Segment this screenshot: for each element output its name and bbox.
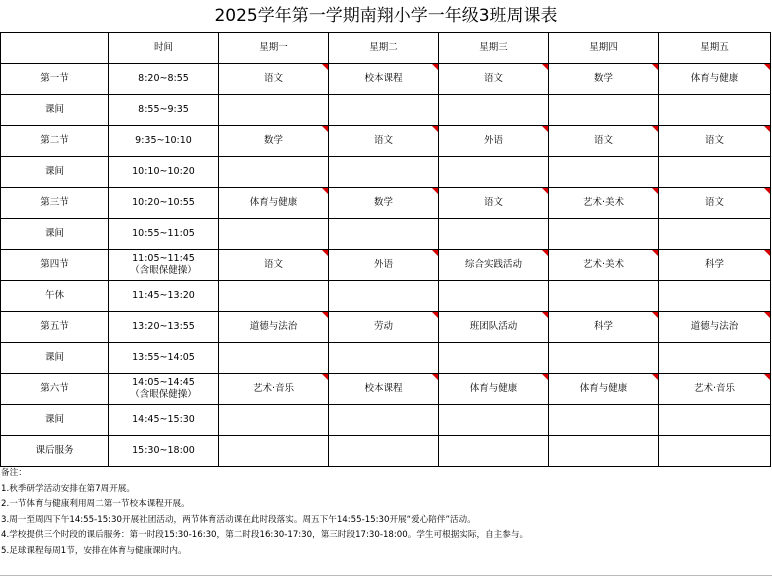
course-cell[interactable] [439,157,549,188]
course-cell[interactable] [329,95,439,126]
course-cell[interactable] [439,188,549,219]
course-cell[interactable] [549,374,659,405]
comment-flag-icon[interactable] [542,126,548,132]
note-line: 3.周一至周四下午14:55-15:30开展社团活动，两节体育活动课在此时段落实。周五下午14:55-15:30开展“爱心陪伴”活动。 [1,514,476,525]
course-name: 校本课程 [364,73,403,84]
table-row [1,157,771,188]
course-name: 外语 [373,259,393,270]
period-label-cell: 第六节 [1,374,109,405]
course-cell[interactable] [329,436,439,467]
period-label-cell: 第五节 [1,312,109,343]
course-cell[interactable] [549,126,659,157]
course-cell[interactable] [329,312,439,343]
course-cell[interactable] [439,343,549,374]
course-cell[interactable] [439,95,549,126]
comment-flag-icon[interactable] [432,188,438,194]
period-time-cell [109,219,219,250]
course-cell[interactable] [659,250,771,281]
period-label-cell: 第四节 [1,250,109,281]
course-cell[interactable] [219,343,329,374]
comment-flag-icon[interactable] [432,64,438,70]
course-cell[interactable] [439,312,549,343]
course-name: 道德与法治 [249,321,298,332]
course-name: 语文 [373,135,393,146]
period-time-cell [109,405,219,436]
period-label-cell: 课间 [1,219,109,250]
course-cell[interactable] [329,64,439,95]
course-cell[interactable] [659,157,771,188]
course-cell[interactable] [549,281,659,312]
course-cell[interactable] [549,436,659,467]
table-row [1,95,771,126]
comment-flag-icon[interactable] [652,64,658,70]
comment-flag-icon[interactable] [322,312,328,318]
course-cell[interactable] [219,281,329,312]
comment-flag-icon[interactable] [432,126,438,132]
table-row [1,219,771,250]
course-name: 艺术·音乐 [252,383,295,394]
course-cell[interactable] [659,188,771,219]
note-line: 2.一节体育与健康利用周二第一节校本课程开展。 [1,499,190,510]
header-time-cell: 时间 [109,33,219,64]
comment-flag-icon[interactable] [764,188,770,194]
course-cell[interactable] [219,374,329,405]
course-name: 体育与健康 [249,197,298,208]
course-name: 数学 [373,197,393,208]
course-cell[interactable] [549,95,659,126]
course-name: 语文 [263,73,283,84]
period-time-range: 11:45~13:20 [132,290,195,301]
period-time-cell [109,281,219,312]
course-cell[interactable] [659,64,771,95]
period-time-cell [109,374,219,405]
timetable [0,32,771,467]
course-name: 道德与法治 [690,321,739,332]
course-cell[interactable] [439,436,549,467]
course-cell[interactable] [549,188,659,219]
course-cell[interactable] [549,64,659,95]
comment-flag-icon[interactable] [652,312,658,318]
course-name: 体育与健康 [579,383,628,394]
table-row [1,281,771,312]
course-cell[interactable] [659,281,771,312]
period-time-range: 14:05~14:45 [132,377,195,388]
period-time-range: 11:05~11:45 [132,253,195,264]
course-name: 体育与健康 [469,383,518,394]
course-cell[interactable] [219,405,329,436]
note-line: 5.足球课程每周1节，安排在体育与健康课时内。 [1,545,187,556]
course-name: 综合实践活动 [464,259,522,270]
table-row [1,374,771,405]
comment-flag-icon[interactable] [322,126,328,132]
course-cell[interactable] [219,312,329,343]
course-cell[interactable] [219,188,329,219]
course-cell[interactable] [219,95,329,126]
bottom-divider [0,575,772,576]
period-time-range: 10:20~10:55 [132,197,195,208]
notes-section [0,466,772,560]
period-time-range: 15:30~18:00 [132,445,195,456]
table-row [1,126,771,157]
period-time-cell [109,126,219,157]
period-label-cell: 课间 [1,405,109,436]
header-row [1,33,771,64]
course-cell[interactable] [329,219,439,250]
course-cell[interactable] [329,188,439,219]
period-label-cell: 课间 [1,95,109,126]
course-cell[interactable] [329,281,439,312]
period-label-cell: 课间 [1,157,109,188]
table-row [1,343,771,374]
table-row [1,64,771,95]
course-cell[interactable] [439,250,549,281]
course-name: 数学 [593,73,613,84]
notes-heading: 备注： [1,468,27,478]
course-name: 艺术·美术 [582,259,625,270]
course-name: 语文 [593,135,613,146]
course-name: 班团队活动 [469,321,518,332]
course-name: 语文 [483,73,503,84]
period-time-range: 8:55~9:35 [138,104,189,115]
course-cell[interactable] [439,374,549,405]
course-cell[interactable] [219,436,329,467]
course-cell[interactable] [439,219,549,250]
course-cell[interactable] [439,405,549,436]
comment-flag-icon[interactable] [764,64,770,70]
comment-flag-icon[interactable] [542,64,548,70]
period-time-range: 14:45~15:30 [132,414,195,425]
comment-flag-icon[interactable] [652,126,658,132]
course-cell[interactable] [219,126,329,157]
course-name: 艺术·音乐 [693,383,736,394]
course-cell[interactable] [219,219,329,250]
table-row [1,250,771,281]
period-time-cell [109,188,219,219]
course-cell[interactable] [329,250,439,281]
header-day-tuesday: 星期二 [329,33,439,64]
comment-flag-icon[interactable] [652,374,658,380]
course-cell[interactable] [659,312,771,343]
period-time-cell [109,312,219,343]
period-time-note: （含眼保健操） [130,389,197,400]
course-cell[interactable] [329,157,439,188]
comment-flag-icon[interactable] [764,312,770,318]
period-time-range: 8:20~8:55 [138,73,189,84]
course-name: 科学 [704,259,724,270]
course-name: 语文 [704,197,724,208]
period-time-cell [109,95,219,126]
header-day-thursday: 星期四 [549,33,659,64]
table-row [1,436,771,467]
course-cell[interactable] [219,64,329,95]
course-cell[interactable] [659,219,771,250]
comment-flag-icon[interactable] [542,312,548,318]
period-label-cell: 第二节 [1,126,109,157]
course-cell[interactable] [549,219,659,250]
note-line: 4.学校提供三个时段的课后服务：第一时段15:30-16:30，第二时段16:30-17:30，第三时段17:30-18:00。学生可根据实际，自主参与。 [1,530,529,541]
period-time-cell [109,436,219,467]
course-cell[interactable] [439,126,549,157]
period-time-cell [109,64,219,95]
note-line: 1.秋季研学活动安排在第7周开展。 [1,483,135,494]
table-row [1,188,771,219]
period-label-cell: 课后服务 [1,436,109,467]
comment-flag-icon[interactable] [432,312,438,318]
course-name: 科学 [593,321,613,332]
course-cell[interactable] [659,374,771,405]
course-cell[interactable] [549,157,659,188]
period-label-cell: 第一节 [1,64,109,95]
comment-flag-icon[interactable] [542,250,548,256]
comment-flag-icon[interactable] [432,250,438,256]
course-cell[interactable] [439,64,549,95]
period-time-cell [109,343,219,374]
period-time-range: 13:20~13:55 [132,321,195,332]
period-time-cell [109,157,219,188]
comment-flag-icon[interactable] [764,126,770,132]
course-name: 体育与健康 [690,73,739,84]
course-name: 数学 [263,135,283,146]
course-cell[interactable] [659,343,771,374]
comment-flag-icon[interactable] [542,374,548,380]
course-cell[interactable] [549,405,659,436]
comment-flag-icon[interactable] [542,188,548,194]
course-cell[interactable] [439,281,549,312]
course-name: 校本课程 [364,383,403,394]
comment-flag-icon[interactable] [322,250,328,256]
comment-flag-icon[interactable] [652,250,658,256]
period-time-range: 10:10~10:20 [132,166,195,177]
header-blank-cell [1,33,109,64]
course-cell[interactable] [219,157,329,188]
course-name: 语文 [704,135,724,146]
course-cell[interactable] [659,405,771,436]
course-cell[interactable] [329,343,439,374]
header-day-wednesday: 星期三 [439,33,549,64]
header-day-friday: 星期五 [659,33,771,64]
course-cell[interactable] [659,95,771,126]
comment-flag-icon[interactable] [764,250,770,256]
course-cell[interactable] [329,126,439,157]
period-time-range: 10:55~11:05 [132,228,195,239]
comment-flag-icon[interactable] [322,64,328,70]
course-name: 语文 [483,197,503,208]
comment-flag-icon[interactable] [322,374,328,380]
course-cell[interactable] [549,343,659,374]
course-cell[interactable] [549,250,659,281]
comment-flag-icon[interactable] [432,374,438,380]
course-cell[interactable] [219,250,329,281]
course-name: 语文 [263,259,283,270]
course-cell[interactable] [659,436,771,467]
period-time-range: 13:55~14:05 [132,352,195,363]
course-cell[interactable] [659,126,771,157]
course-name: 艺术·美术 [582,197,625,208]
period-time-range: 9:35~10:10 [135,135,192,146]
comment-flag-icon[interactable] [322,188,328,194]
table-row [1,312,771,343]
table-row [1,405,771,436]
comment-flag-icon[interactable] [764,374,770,380]
period-label-cell: 课间 [1,343,109,374]
period-time-cell [109,250,219,281]
period-time-note: （含眼保健操） [130,265,197,276]
period-label-cell: 第三节 [1,188,109,219]
header-day-monday: 星期一 [219,33,329,64]
course-cell[interactable] [329,405,439,436]
course-cell[interactable] [549,312,659,343]
comment-flag-icon[interactable] [652,188,658,194]
page-title: 2025学年第一学期南翔小学一年级3班周课表 [214,6,558,26]
period-label-cell: 午休 [1,281,109,312]
course-name: 劳动 [373,321,393,332]
course-cell[interactable] [329,374,439,405]
course-name: 外语 [483,135,503,146]
